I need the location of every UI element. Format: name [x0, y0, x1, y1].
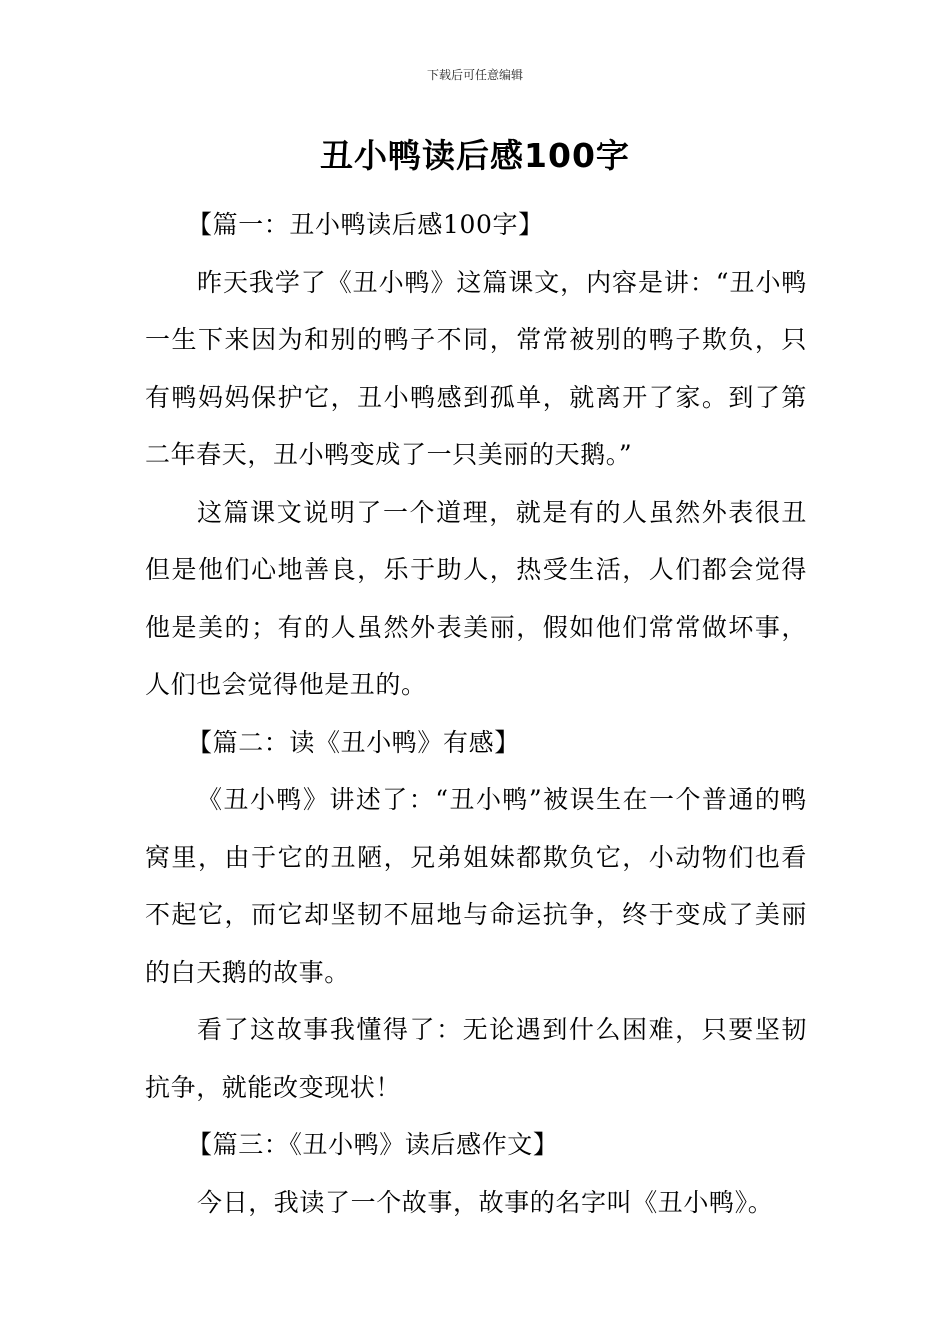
paragraph: 看了这故事我懂得了：无论遇到什么困难，只要坚韧抗争，就能改变现状！: [145, 1015, 807, 1102]
paragraph: 这篇课文说明了一个道理，就是有的人虽然外表很丑但是他们心地善良，乐于助人，热受生活，人们都会觉得他是美的；有的人虽然外表美丽，假如他们常常做坏事，人们也会觉得他是丑的。: [145, 497, 807, 699]
section-heading: 【篇二：读《丑小鸭》有感】: [187, 727, 520, 757]
section-heading: 【篇三：《丑小鸭》读后感作文】: [187, 1130, 559, 1159]
paragraph: 今日，我读了一个故事，故事的名字叫《丑小鸭》。: [197, 1187, 774, 1217]
paragraph: 昨天我学了《丑小鸭》这篇课文，内容是讲：“丑小鸭一生下来因为和别的鸭子不同，常常被别的鸭子欺负，只有鸭妈妈保护它，丑小鸭感到孤单，就离开了家。到了第二年春天，丑小鸭变成了一只美丽的天鹅。”: [145, 267, 807, 469]
section-heading: 【篇一：丑小鸭读后感100字】: [187, 210, 544, 239]
document-body: [145, 196, 807, 1231]
paragraph: 《丑小鸭》讲述了：“丑小鸭”被误生在一个普通的鸭窝里，由于它的丑陋，兄弟姐妹都欺负它，小动物们也看不起它，而它却坚韧不屈地与命运抗争，终于变成了美丽的白天鹅的故事。: [145, 785, 807, 987]
document-title: 丑小鸭读后感100字: [320, 136, 630, 175]
header-note: 下载后可任意编辑: [426, 68, 523, 82]
